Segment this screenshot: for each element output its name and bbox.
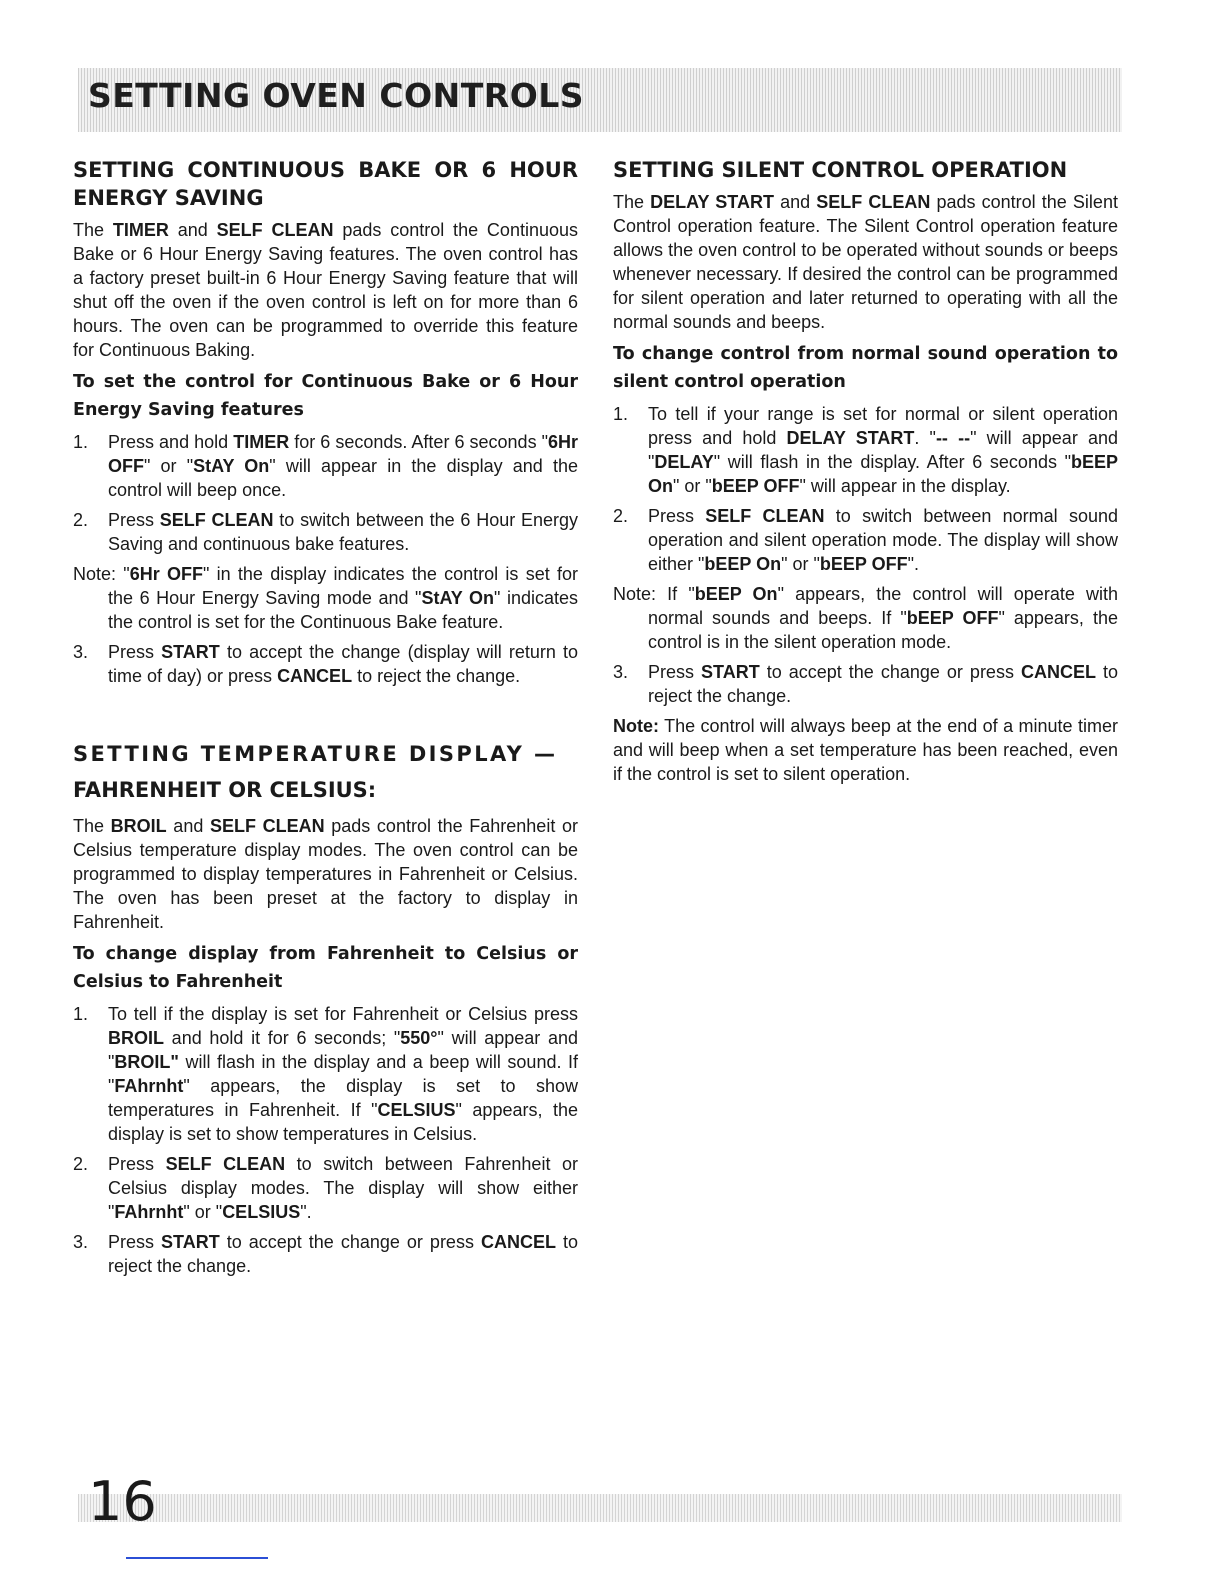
list-item: 3. Press START to accept the change (display will return to time of day) or press CANCEL to reject the change. bbox=[73, 642, 578, 686]
continuous-bake-section bbox=[73, 156, 578, 688]
right-column bbox=[613, 156, 1118, 792]
intro-paragraph: The TIMER and SELF CLEAN pads control the Continuous Bake or 6 Hour Energy Saving features. The oven control has a factory preset built-in 6 Hour Energy Saving feature that will shut off the oven if the oven control is left on for more than 6 hours. The oven can be programmed to override this feature for Continuous Baking. bbox=[73, 220, 578, 360]
note-paragraph: Note: If "bEEP On" appears, the control will operate with normal sounds and beeps. If "bEEP OFF" appears, the control is in the silent operation mode. bbox=[613, 584, 1118, 652]
section-heading: SETTING SILENT CONTROL OPERATION bbox=[613, 158, 1068, 182]
left-column bbox=[73, 156, 578, 1284]
steps-list bbox=[613, 402, 1118, 576]
page-banner bbox=[78, 68, 1122, 132]
list-item: 1. To tell if the display is set for Fahrenheit or Celsius press BROIL and hold it for 6 seconds; "550°" will appear and "BROIL" will flash in the display and a beep will sound. If "FAhrnht" appears, the display is set to show temperatures in Fahrenheit. If "CELSIUS" appears, the display is set to show temperatures in Celsius. bbox=[73, 1004, 578, 1144]
list-item: 3. Press START to accept the change or press CANCEL to reject the change. bbox=[613, 662, 1118, 706]
list-item: 1. To tell if your range is set for normal or silent operation press and hold DELAY START. "-- --" will appear and "DELAY" will flash in the display. After 6 seconds "bEEP On" or "bEEP OFF" will appear in the display. bbox=[613, 404, 1119, 496]
temperature-display-section bbox=[73, 736, 578, 1278]
list-item: 2. Press SELF CLEAN to switch between normal sound operation and silent operation mode. The display will show either "bEEP On" or "bEEP OFF". bbox=[613, 506, 1118, 574]
list-item: 2. Press SELF CLEAN to switch between the 6 Hour Energy Saving and continuous bake features. bbox=[73, 510, 578, 554]
instructions-subheading: To change control from normal sound operation to silent control operation bbox=[613, 344, 1118, 392]
section-heading: SETTING TEMPERATURE DISPLAY — FAHRENHEIT OR CELSIUS: bbox=[73, 742, 558, 802]
section-heading: SETTING CONTINUOUS BAKE OR 6 HOUR ENERGY SAVING bbox=[73, 158, 578, 210]
intro-paragraph: The BROIL and SELF CLEAN pads control the Fahrenheit or Celsius temperature display modes. The oven control can be programmed to display temperatures in Fahrenheit or Celsius. The oven has been preset at the factory to display in Fahrenheit. bbox=[73, 816, 578, 932]
list-item: 2. Press SELF CLEAN to switch between Fahrenheit or Celsius display modes. The display will show either "FAhrnht" or "CELSIUS". bbox=[73, 1154, 578, 1222]
list-item: 1. Press and hold TIMER for 6 seconds. After 6 seconds "6Hr OFF" or "StAY On" will appear in the display and the control will beep once. bbox=[73, 432, 579, 500]
steps-list-continued bbox=[613, 660, 1118, 708]
footer-bar bbox=[78, 1494, 1122, 1522]
page-title: SETTING OVEN CONTROLS bbox=[88, 76, 585, 115]
note-paragraph: Note: "6Hr OFF" in the display indicates the control is set for the 6 Hour Energy Saving mode and "StAY On" indicates the control is set for the Continuous Bake feature. bbox=[73, 564, 578, 632]
steps-list bbox=[73, 1002, 578, 1278]
silent-control-section bbox=[613, 156, 1118, 786]
final-note-paragraph: Note: The control will always beep at the end of a minute timer and will beep when a set temperature has been reached, even if the control is set to silent operation. bbox=[613, 716, 1118, 784]
footer-divider bbox=[126, 1557, 268, 1559]
intro-paragraph: The DELAY START and SELF CLEAN pads control the Silent Control operation feature. The Silent Control operation feature allows the oven control to be operated without sounds or beeps whenever necessary. If desired the control can be programmed for silent operation and later returned to operating with all the normal sounds and beeps. bbox=[613, 192, 1118, 332]
instructions-subheading: To set the control for Continuous Bake or 6 Hour Energy Saving features bbox=[73, 372, 578, 420]
instructions-subheading: To change display from Fahrenheit to Celsius or Celsius to Fahrenheit bbox=[73, 944, 578, 992]
steps-list bbox=[73, 430, 578, 556]
list-item: 3. Press START to accept the change or press CANCEL to reject the change. bbox=[73, 1232, 578, 1276]
steps-list-continued bbox=[73, 640, 578, 688]
page-number: 16 bbox=[88, 1470, 157, 1533]
